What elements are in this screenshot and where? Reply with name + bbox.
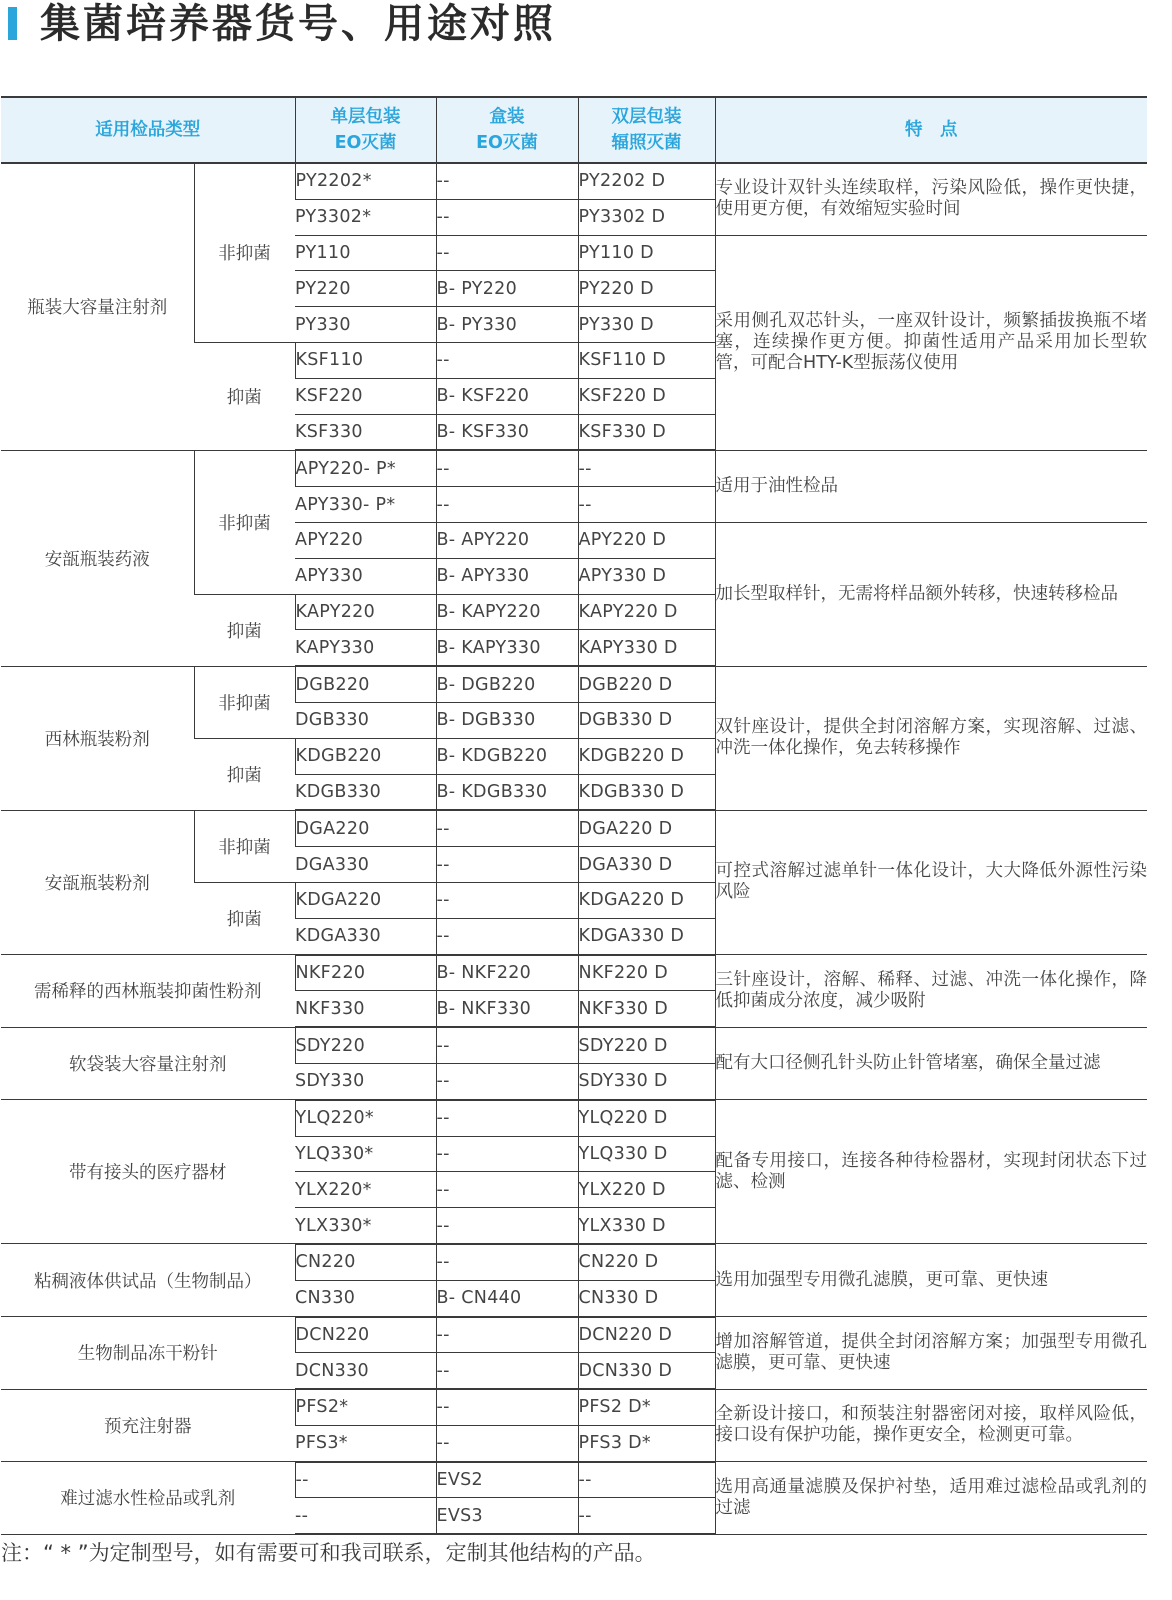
- code-double: KAPY220 D: [578, 594, 715, 630]
- subtype-cell: 非抑菌: [194, 666, 295, 738]
- code-single: KAPY220: [295, 594, 436, 630]
- code-single: KDGB330: [295, 774, 436, 810]
- code-single: PFS3*: [295, 1425, 436, 1461]
- code-single: KDGB220: [295, 738, 436, 774]
- category-cell: 安瓿瓶装粉剂: [1, 810, 194, 954]
- code-single: DCN330: [295, 1353, 436, 1389]
- code-double: YLX330 D: [578, 1208, 715, 1244]
- code-double: KSF110 D: [578, 342, 715, 378]
- code-box: --: [436, 163, 578, 199]
- feature-cell: 适用于油性检品: [715, 450, 1147, 522]
- code-box: --: [436, 1063, 578, 1099]
- code-double: CN330 D: [578, 1280, 715, 1316]
- code-double: PY220 D: [578, 271, 715, 307]
- code-box: --: [436, 1100, 578, 1136]
- code-box: --: [436, 235, 578, 271]
- code-box: B- NKF330: [436, 991, 578, 1027]
- code-single: KSF330: [295, 414, 436, 450]
- code-box: B- KAPY220: [436, 594, 578, 630]
- code-box: --: [436, 847, 578, 883]
- table-row: [1, 450, 1147, 486]
- feature-cell: 三针座设计，溶解、稀释、过滤、冲洗一体化操作，降低抑菌成分浓度，减少吸附: [715, 955, 1147, 1028]
- code-box: B- KAPY330: [436, 630, 578, 666]
- code-single: SDY220: [295, 1027, 436, 1063]
- code-box: --: [436, 1353, 578, 1389]
- code-box: --: [436, 1136, 578, 1172]
- code-double: APY220 D: [578, 522, 715, 558]
- code-double: KSF220 D: [578, 378, 715, 414]
- code-double: YLQ330 D: [578, 1136, 715, 1172]
- code-box: EVS3: [436, 1498, 578, 1534]
- code-double: KDGA220 D: [578, 882, 715, 918]
- code-double: DCN220 D: [578, 1317, 715, 1353]
- code-single: YLX330*: [295, 1208, 436, 1244]
- subtype-cell: 非抑菌: [194, 163, 295, 342]
- table-row: [1, 1027, 1147, 1063]
- header-type: 适用检品类型: [1, 97, 295, 163]
- code-single: DCN220: [295, 1317, 436, 1353]
- code-box: --: [436, 882, 578, 918]
- header-single: 单层包装 EO灭菌: [295, 97, 436, 163]
- code-box: --: [436, 810, 578, 846]
- code-single: KSF220: [295, 378, 436, 414]
- code-single: --: [295, 1462, 436, 1498]
- feature-cell: 配有大口径侧孔针头防止针管堵塞，确保全量过滤: [715, 1027, 1147, 1100]
- code-double: KAPY330 D: [578, 630, 715, 666]
- code-double: DGA220 D: [578, 810, 715, 846]
- code-single: DGB220: [295, 666, 436, 702]
- code-single: PFS2*: [295, 1389, 436, 1425]
- code-box: B- KDGB330: [436, 774, 578, 810]
- code-double: DCN330 D: [578, 1353, 715, 1389]
- code-box: B- KDGB220: [436, 738, 578, 774]
- subtype-cell: 抑菌: [194, 738, 295, 810]
- feature-cell: 采用侧孔双芯针头，一座双针设计，频繁插拔换瓶不堵塞，连续操作更方便。抑菌性适用产品采用加长型软管，可配合HTY-K型振荡仪使用: [715, 235, 1147, 450]
- code-single: CN220: [295, 1244, 436, 1280]
- feature-cell: 加长型取样针，无需将样品额外转移，快速转移检品: [715, 522, 1147, 666]
- code-single: CN330: [295, 1280, 436, 1316]
- code-box: --: [436, 1027, 578, 1063]
- code-single: APY330: [295, 558, 436, 594]
- code-double: PFS3 D*: [578, 1425, 715, 1461]
- code-double: PFS2 D*: [578, 1389, 715, 1425]
- code-box: --: [436, 487, 578, 523]
- category-cell: 生物制品冻干粉针: [1, 1317, 295, 1390]
- code-single: YLQ220*: [295, 1100, 436, 1136]
- code-box: --: [436, 342, 578, 378]
- category-cell: 带有接头的医疗器材: [1, 1100, 295, 1244]
- code-box: --: [436, 1172, 578, 1208]
- code-double: KDGB330 D: [578, 774, 715, 810]
- code-box: --: [436, 1425, 578, 1461]
- header-double: 双层包装 辐照灭菌: [578, 97, 715, 163]
- subtype-cell: 抑菌: [194, 882, 295, 954]
- code-single: YLX220*: [295, 1172, 436, 1208]
- code-single: APY220- P*: [295, 450, 436, 486]
- code-double: KSF330 D: [578, 414, 715, 450]
- code-single: APY220: [295, 522, 436, 558]
- code-single: --: [295, 1498, 436, 1534]
- code-single: KDGA220: [295, 882, 436, 918]
- table-row: [1, 1317, 1147, 1353]
- code-single: KSF110: [295, 342, 436, 378]
- code-single: PY330: [295, 307, 436, 343]
- code-double: PY110 D: [578, 235, 715, 271]
- code-double: --: [578, 450, 715, 486]
- code-single: PY2202*: [295, 163, 436, 199]
- code-single: NKF330: [295, 991, 436, 1027]
- code-single: DGB330: [295, 702, 436, 738]
- header-box: 盒装 EO灭菌: [436, 97, 578, 163]
- table-row: [1, 163, 1147, 199]
- code-single: DGA330: [295, 847, 436, 883]
- code-box: B- NKF220: [436, 955, 578, 991]
- code-box: --: [436, 199, 578, 235]
- code-single: YLQ330*: [295, 1136, 436, 1172]
- code-box: B- PY330: [436, 307, 578, 343]
- code-double: DGB220 D: [578, 666, 715, 702]
- code-double: SDY220 D: [578, 1027, 715, 1063]
- code-double: YLX220 D: [578, 1172, 715, 1208]
- code-single: PY3302*: [295, 199, 436, 235]
- category-cell: 西林瓶装粉剂: [1, 666, 194, 810]
- code-double: KDGA330 D: [578, 918, 715, 954]
- code-double: DGB330 D: [578, 702, 715, 738]
- code-box: --: [436, 918, 578, 954]
- code-single: KAPY330: [295, 630, 436, 666]
- category-cell: 粘稠液体供试品（生物制品）: [1, 1244, 295, 1317]
- feature-cell: 可控式溶解过滤单针一体化设计，大大降低外源性污染风险: [715, 810, 1147, 954]
- table-row: [1, 666, 1147, 702]
- feature-cell: 增加溶解管道，提供全封闭溶解方案；加强型专用微孔滤膜，更可靠、更快速: [715, 1317, 1147, 1390]
- code-single: PY220: [295, 271, 436, 307]
- table-row: [1, 1100, 1147, 1136]
- code-single: SDY330: [295, 1063, 436, 1099]
- code-double: PY3302 D: [578, 199, 715, 235]
- code-double: --: [578, 1498, 715, 1534]
- category-cell: 难过滤水性检品或乳剂: [1, 1462, 295, 1535]
- code-double: APY330 D: [578, 558, 715, 594]
- table-row: [1, 1389, 1147, 1425]
- code-single: NKF220: [295, 955, 436, 991]
- code-double: DGA330 D: [578, 847, 715, 883]
- feature-cell: 全新设计接口，和预装注射器密闭对接，取样风险低，接口设有保护功能，操作更安全，检测更可靠。: [715, 1389, 1147, 1462]
- product-table: [1, 96, 1147, 1535]
- code-box: B- CN440: [436, 1280, 578, 1316]
- feature-cell: 双针座设计，提供全封闭溶解方案，实现溶解、过滤、冲洗一体化操作，免去转移操作: [715, 666, 1147, 810]
- category-cell: 需稀释的西林瓶装抑菌性粉剂: [1, 955, 295, 1028]
- code-box: --: [436, 1317, 578, 1353]
- category-cell: 安瓿瓶装药液: [1, 450, 194, 666]
- code-box: B- DGB330: [436, 702, 578, 738]
- table-row: [1, 1244, 1147, 1280]
- subtype-cell: 非抑菌: [194, 450, 295, 594]
- code-double: --: [578, 1462, 715, 1498]
- category-cell: 预充注射器: [1, 1389, 295, 1462]
- code-box: --: [436, 1208, 578, 1244]
- table-row: [1, 1462, 1147, 1498]
- table-row: [1, 955, 1147, 991]
- code-single: DGA220: [295, 810, 436, 846]
- subtype-cell: 抑菌: [194, 342, 295, 450]
- feature-cell: 专业设计双针头连续取样，污染风险低，操作更快捷，使用更方便，有效缩短实验时间: [715, 163, 1147, 235]
- code-double: PY330 D: [578, 307, 715, 343]
- code-box: B- APY330: [436, 558, 578, 594]
- code-box: --: [436, 450, 578, 486]
- subtype-cell: 抑菌: [194, 594, 295, 666]
- feature-cell: 选用加强型专用微孔滤膜，更可靠、更快速: [715, 1244, 1147, 1317]
- code-double: NKF330 D: [578, 991, 715, 1027]
- code-box: --: [436, 1389, 578, 1425]
- code-double: CN220 D: [578, 1244, 715, 1280]
- feature-cell: 配备专用接口，连接各种待检器材，实现封闭状态下过滤、检测: [715, 1100, 1147, 1244]
- code-box: B- KSF220: [436, 378, 578, 414]
- code-double: NKF220 D: [578, 955, 715, 991]
- page-title: 集菌培养器货号、用途对照: [40, 1, 556, 47]
- code-double: YLQ220 D: [578, 1100, 715, 1136]
- code-box: B- PY220: [436, 271, 578, 307]
- table-row: [1, 810, 1147, 846]
- title-accent-bar: [8, 7, 17, 40]
- footnote: 注：“ * ”为定制型号，如有需要可和我司联系，定制其他结构的产品。: [1, 1541, 656, 1565]
- code-double: --: [578, 487, 715, 523]
- code-box: EVS2: [436, 1462, 578, 1498]
- code-double: PY2202 D: [578, 163, 715, 199]
- feature-cell: 选用高通量滤膜及保护衬垫，适用难过滤检品或乳剂的过滤: [715, 1462, 1147, 1535]
- code-double: KDGB220 D: [578, 738, 715, 774]
- code-single: PY110: [295, 235, 436, 271]
- header-features: 特 点: [715, 97, 1147, 163]
- code-double: SDY330 D: [578, 1063, 715, 1099]
- code-box: --: [436, 1244, 578, 1280]
- code-box: B- APY220: [436, 522, 578, 558]
- header-row: [1, 97, 1147, 163]
- code-box: B- KSF330: [436, 414, 578, 450]
- category-cell: 软袋装大容量注射剂: [1, 1027, 295, 1100]
- code-single: KDGA330: [295, 918, 436, 954]
- subtype-cell: 非抑菌: [194, 810, 295, 882]
- category-cell: 瓶装大容量注射剂: [1, 163, 194, 450]
- code-box: B- DGB220: [436, 666, 578, 702]
- code-single: APY330- P*: [295, 487, 436, 523]
